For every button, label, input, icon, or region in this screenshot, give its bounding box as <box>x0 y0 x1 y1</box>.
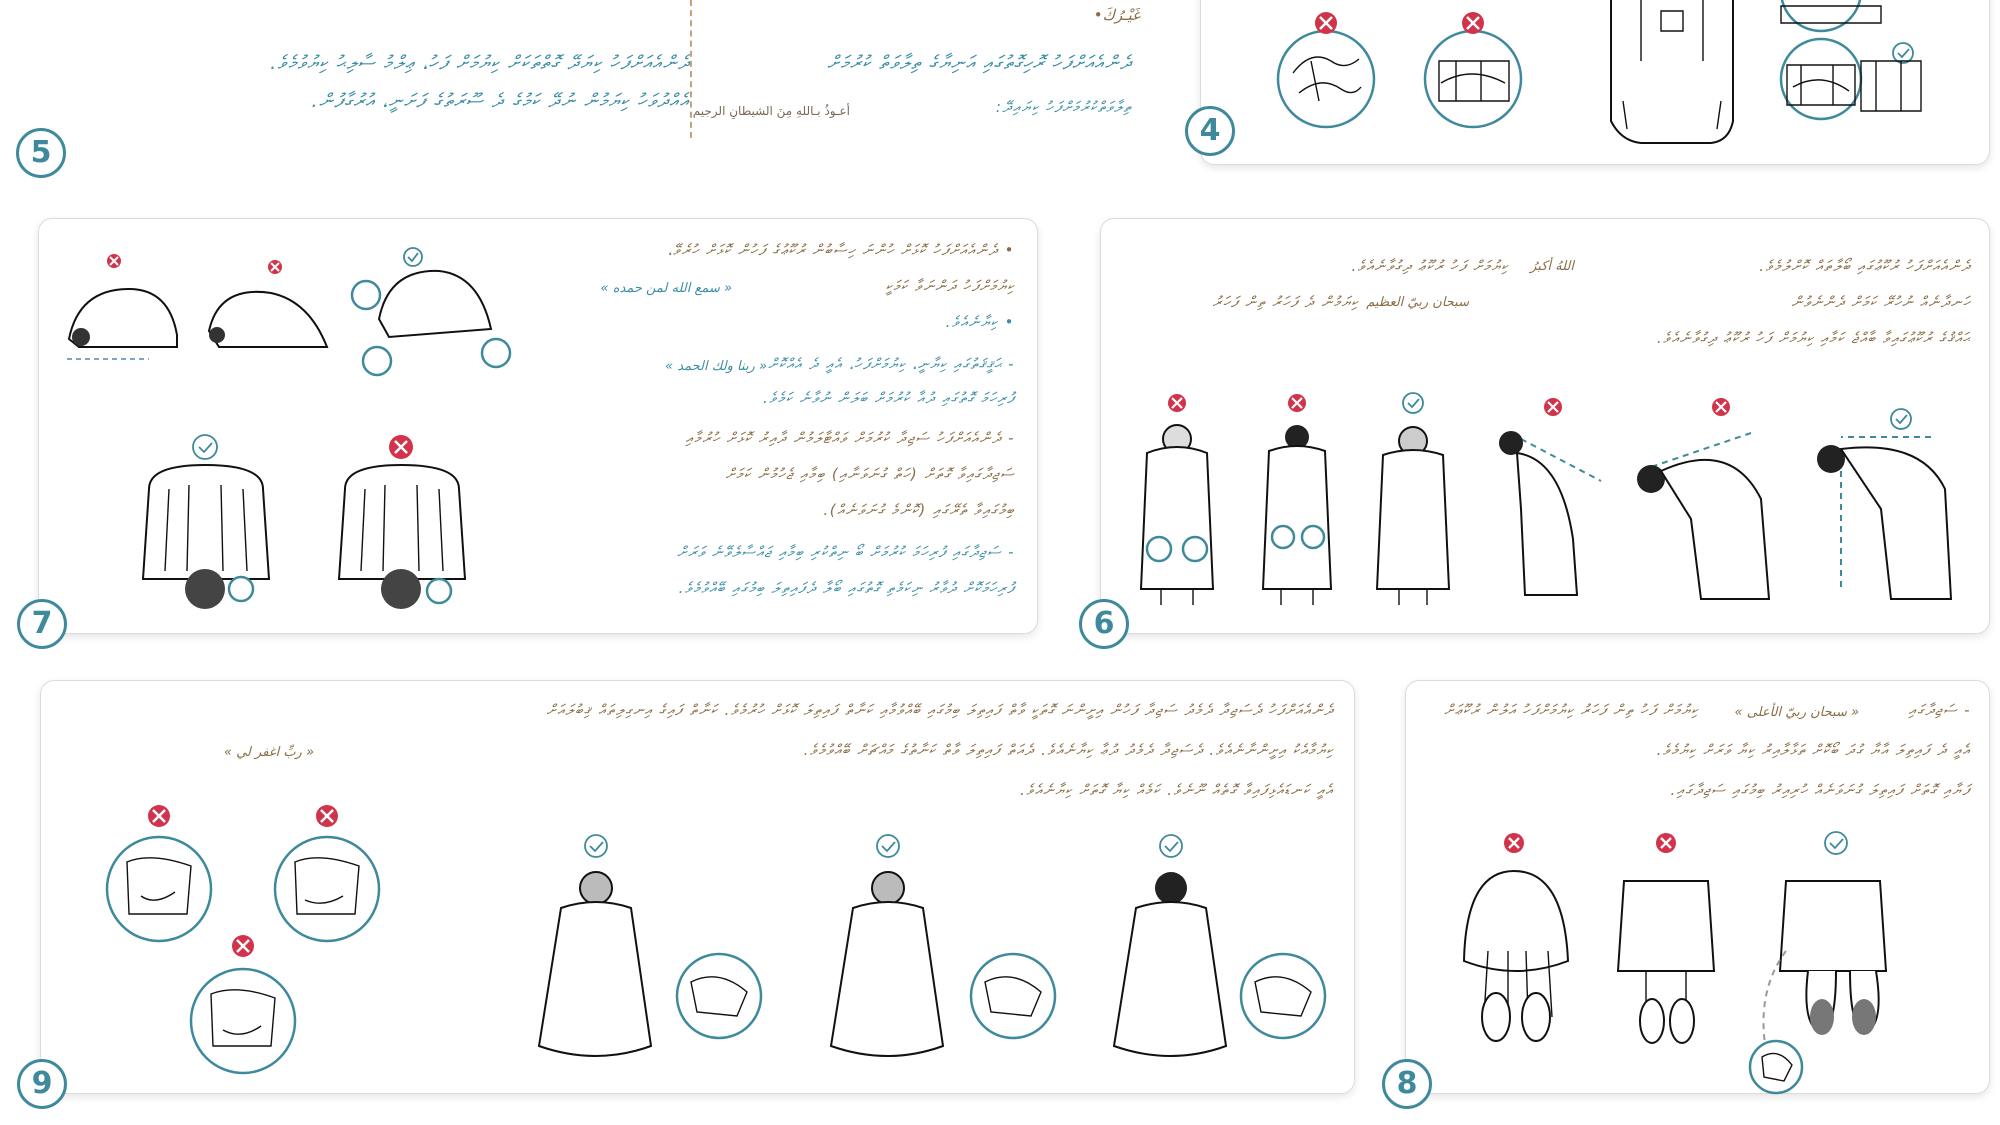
check-mark-icon <box>1891 409 1911 429</box>
step-5-line1-right: ދެންއެއަށްފަހު ރޮހިގޮތުގައި އަނިޔާގެ ތިލާވަތް ކުރުމަށް <box>827 52 1132 74</box>
step-8-line1-thaana: - ސަޖިދާގައި <box>1908 701 1971 719</box>
step-7-prostration-wrong-2 <box>209 260 327 347</box>
step-6-side-correct <box>1817 409 1951 599</box>
step-7-figures <box>59 249 539 609</box>
step-9-badge: 9 <box>17 1059 67 1109</box>
step-6-line3: ޙައްޤުގެ ރުކޫޢުގައިވާ ބާއްޖެ ކަމާއި ކިޔުމަށް ފަހު ރުކޫޢު ދިގުވާނެއެވެ. <box>1656 329 1971 347</box>
step-6-line2-a: ހަނދާނެއް ނުހުރޭ ކަމަށް ދެންނެވުން <box>1791 293 1971 311</box>
step-8-line3: ފަޔާއި ގޮތަށް ފައިތިލަ ގުނަވަނެއް ހުރިއިރު ބިމުގައި ސަޖިދާގައި. <box>1670 781 1971 799</box>
step-8-feet-wrong-1 <box>1464 833 1568 1041</box>
step-8-card <box>1396 680 1990 1101</box>
step-5-line1-left: ދެންއެއަށްފަހު ކިޔަދޭ ގޮތްތަކަށް ކިޔުމަށް ފަހު، ޢިލްމު ސާލިޙު ކިޔުވުމެވެ. <box>270 52 690 74</box>
check-mark-icon <box>1825 832 1847 854</box>
step-6-line2-c: ކިޔަމުން ދެ ފަހަރު ތިން ފަހަރު <box>1212 293 1359 311</box>
step-7-bullet3-arabic: « ربنا ولك الحمد » <box>665 359 767 374</box>
step-4-badge: 4 <box>1185 106 1235 156</box>
step-6-side-wrong-1 <box>1499 398 1601 595</box>
step-7-bullet5b: ފުރިހަމަކޮށް ދުވާރު ނިކަމެތި ގޮތުގައި ބޯލާ ދެފައިތިލަ ބިމުގައި ބޭއްވުމެވެ. <box>678 579 1015 597</box>
check-mark-icon <box>1893 43 1913 63</box>
step-7-badge: 7 <box>17 599 67 649</box>
step-5-line2-left: އެއްދުވަހު ކިޔަމުން ނުދޭ ކަމުގެ ދެ ސޫރަތުގެ ފަށަނީ، އުރުގާފުން. <box>311 90 690 112</box>
step-8-badge: 8 <box>1382 1059 1432 1109</box>
step-4-correct-hand <box>1781 0 1921 119</box>
step-7-prostration-correct <box>352 248 510 375</box>
check-mark-icon <box>1403 393 1423 413</box>
check-mark-icon <box>1160 835 1182 857</box>
step-7-bullet3-thaana: - ޙަޤީޤަތުގައި ކިޔާނީ، ކިޔުމަށްފަހު، އެއީ ދެ އެއްކޮށް <box>768 355 1015 373</box>
step-7-bullet2: • ކިޔާނެއެވެ. <box>945 313 1015 331</box>
step-6-line2-b: سبحان ربيّ العظيم <box>1366 295 1469 310</box>
step-9-line2-arabic: « ربِّ اغفر لي » <box>223 745 314 760</box>
step-6-side-wrong-2 <box>1637 398 1769 599</box>
step-7-bullet4c: ބިމުގައިވާ ތެރޭގައި (ކޮންމެ ގުނަވަނެއް). <box>823 501 1015 519</box>
step-5-divider <box>690 0 692 138</box>
step-5-arabic-top: غَيْـرُكَ• <box>1093 6 1140 24</box>
step-8-feet-correct <box>1750 832 1886 1093</box>
step-6-front-wrong-2 <box>1263 394 1331 605</box>
step-7-bullet1: • ދެންއެއަށްފަހު ކޮޅަށް ހުންނަ ހިސާބުން ރުކޫޢުގެ ފަހުން ކޮޅަށް ހުރެވޭ، <box>667 241 1015 259</box>
step-8-line1-rest: ކިޔުމަށް ފަހު ތިން ފަހަރު ކިޔުމަށްފަހު އަލުން ރުކޫޢަށް <box>1444 701 1699 719</box>
step-6-line1-c: ކިޔުމަށް ފަހު ރުކޫޢު ދިގުވާނެއެވެ. <box>1351 257 1509 275</box>
step-8-feet-wrong-2 <box>1618 833 1714 1043</box>
step-6-badge: 6 <box>1079 599 1129 649</box>
step-7-bullet1b-arabic: « سمع الله لمن حمده » <box>600 281 732 296</box>
step-7-bullet4: - ދެންއެއަށްފަހު ސަޖިދާ ކުރުމަށް ވައްޓާލަމުން ދާއިރު ކޮޅަށް ހުރުމާއި <box>685 429 1015 447</box>
step-6-card <box>1093 218 1990 641</box>
step-4-wrong-hand-2 <box>1425 12 1521 127</box>
step-9-wrong-foot-2 <box>275 805 379 941</box>
step-9-card <box>31 680 1355 1101</box>
step-6-front-wrong-1 <box>1141 394 1213 605</box>
check-mark-icon <box>877 835 899 857</box>
step-8-figures <box>1456 821 1956 1091</box>
step-9-seated-correct-1 <box>539 835 761 1056</box>
step-6-figures <box>1121 389 1971 629</box>
step-4-figures <box>1281 1 1981 161</box>
step-7-bullet4b: ސަޖިދާގައިވާ ގޮތަށް (ހަތް ގުނަވަނާއި) ބިމާއި ޖެހުމުން ކަމަށް <box>725 465 1015 483</box>
step-6-line1-b: اللهُ أكبرُ <box>1530 259 1574 274</box>
step-8-line1-arabic: « سبحان ربيّ الأعلى » <box>1734 705 1859 720</box>
step-7-bullet1b-thaana: ކިޔުމަށްފަހު ދަންނަވާ ކަމަކީ <box>885 277 1015 295</box>
step-5-line2-arabic: أعـوذُ بـاللهِ مِنَ الشيطانِ الرجيم <box>692 104 850 118</box>
step-5-badge: 5 <box>16 128 66 178</box>
step-6-line1-a: ދެންއެއަށްފަހު ރުކޫޢުގައި ބޯލާތައް ކޮށްލުމެވެ. <box>1759 257 1971 275</box>
step-8-line2: އެއީ ދެ ފައިތިލަ އާޔާ ގުދަ ބޯކޮށް ތަޅާލާއިރު ކިޔާ ވަރަށް ކިޔުމެވެ. <box>1656 741 1971 759</box>
step-7-rear-wrong <box>339 435 465 609</box>
step-7-rear-correct <box>143 435 269 609</box>
step-9-line1: ދެންއެއަށްފަހު ދެސަޖިދާ ދެމެދު ސަޖިދާ ފަހުން އިށީންނަ ގޮތަކީ ވާތް ފައިތިލަ ބިމުގައި ބޭއްވުމާއި ކަނާތް ފައިތިލަ ކޮޅަށް ހުރުމެވެ. ކަނާތް ފައިގެ އިނގިލިތައް ޤިބުލައަށް <box>546 701 1334 719</box>
check-mark-icon <box>404 248 422 266</box>
check-mark-icon <box>585 835 607 857</box>
step-7-bullet3b: ފުރިހަމަ ގޮތުގައި ދުއާ ކުރުމަށް ބަލަން ނުވާނެ ކަމެވެ. <box>762 389 1015 407</box>
step-9-line2: ކިޔުމާއެކު އިށީންނާނެއެވެ. ދެސަޖިދާ ދެމެދު ދުޢާ ކިޔާނެއެވެ. ދެއަތް ފައިތިލަ ވާތް ކަނާތުގެ މައްޗަށް ބޭއްވުމެވެ. <box>803 741 1334 759</box>
step-9-seated-correct-3 <box>1114 835 1325 1056</box>
step-4-card <box>1200 0 1990 165</box>
step-7-card <box>31 218 1038 641</box>
step-7-bullet5: - ސަޖިދާގައި ފުރިހަމަ ކުރުމަށް ބޯ ނިތްކުރި ބިމާއި ޖައްސާލެވޭނެ ވަރަށް <box>677 543 1015 561</box>
step-5-line2-right-thaana: ތިލާވަތްކުރުމަށްފަހު ކިޔައިދޭ: <box>995 98 1132 116</box>
step-9-wrong-foot-1 <box>107 805 211 941</box>
step-9-wrong-foot-3 <box>191 935 295 1073</box>
step-9-figures <box>91 796 1331 1086</box>
step-9-seated-correct-2 <box>831 835 1055 1056</box>
step-6-front-correct <box>1377 393 1449 605</box>
step-4-wrong-hand-1 <box>1278 12 1374 127</box>
check-mark-icon <box>193 435 217 459</box>
step-7-prostration-wrong-1 <box>67 254 177 359</box>
step-4-standing-figure <box>1611 0 1733 143</box>
step-9-line3: އެއީ ކަނޑައެޅިފައިވާ ގޮތެއް ނޫނެވެ. ކަމެއް ކިޔާ ގޮތަށް ކިޔާނެއެވެ. <box>1020 781 1334 799</box>
